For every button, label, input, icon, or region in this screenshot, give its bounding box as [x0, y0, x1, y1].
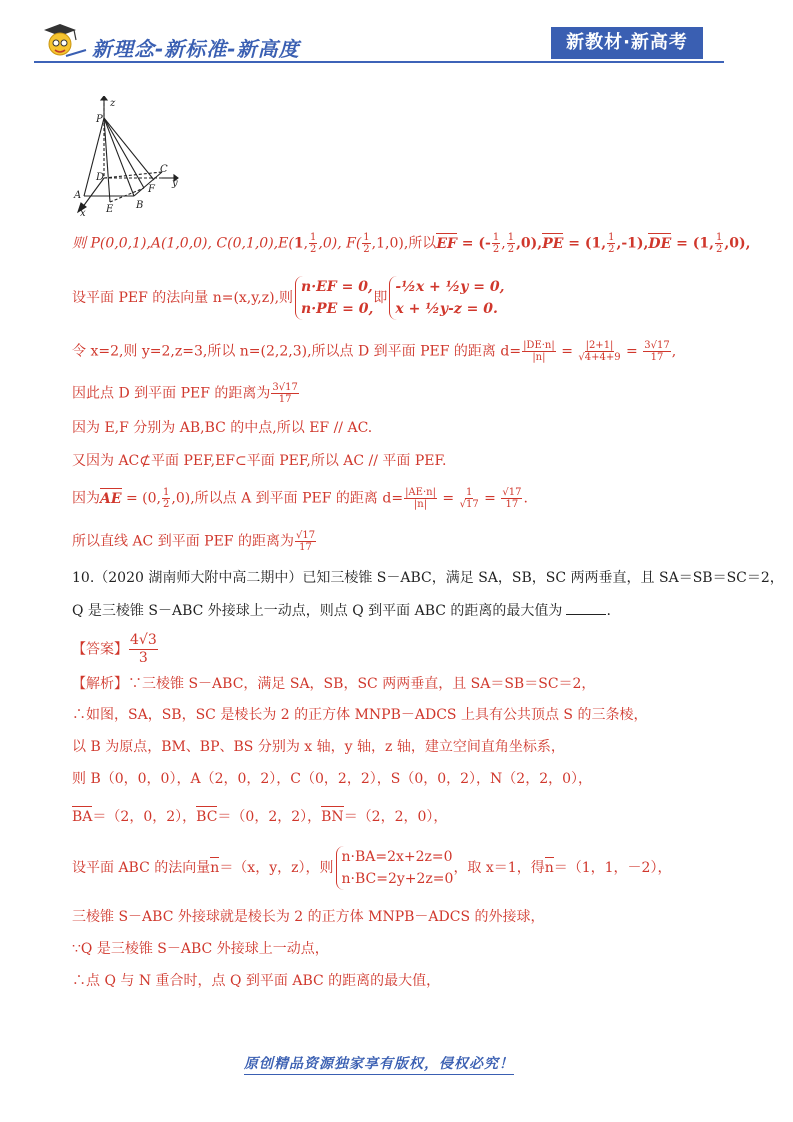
copyright-footer: 原创精品资源独家享有版权，侵权必究！ [244, 1053, 514, 1075]
solution-line-normal-vector: 设平面 PEF 的法向量 n=(x,y,z),则 n·EF = 0, n·PE = 0, 即 -½x + ½y = 0, x + ½y-z = 0. [72, 276, 504, 320]
analysis-line-7: 三棱锥 S－ABC 外接球就是棱长为 2 的正方体 MNPB－ADCS 的外接球， [72, 909, 545, 925]
pyramid-figure [68, 96, 188, 218]
figure-label-f: F [148, 184, 155, 195]
solution-line-distance-a: 因为AE = (0, $\frac{1}{2}$ ,0),所以点 A 到平面 PEF 的距离 d= $\frac{|AE\cdot n|}{|n|}$ = $\frac{1}{√17}$ = $\frac{√17}{17}$ . [72, 487, 528, 510]
problem10-answer: 【答案】 $\frac{4√3}{3}$ [72, 632, 157, 666]
figure-label-a: A [74, 190, 82, 201]
analysis-line-2: ∴如图，SA，SB，SC 是棱长为 2 的正方体 MNPB－ADCS 上具有公共顶点 S 的三条棱， [72, 707, 648, 723]
solution-line-coordinates: 则 P(0,0,1),A(1,0,0), C(0,1,0),E(1, $\frac{1}{2}$ ,0), F( $\frac{1}{2}$ ,1,0),所以EF = (- $\frac{1}{2}$ , $\frac{1}{2}$ ,0),PE = (1, $\frac{1}{2}$ ,-1),DE = (1, $\frac{1}{2}$ ,0), [72, 232, 751, 255]
analysis-line-3: 以 B 为原点，BM、BP、BS 分别为 x 轴，y 轴，z 轴，建立空间直角坐标系， [72, 739, 565, 755]
figure-label-x: x [80, 208, 86, 218]
figure-label-e: E [106, 204, 114, 215]
solution-line-conclusion: 所以直线 AC 到平面 PEF 的距离为 $\frac{√17}{17}$ [72, 530, 316, 553]
solution-line-midpoints: 因为 E,F 分别为 AB,BC 的中点,所以 EF // AC. [72, 420, 373, 436]
figure-label-b: B [136, 200, 144, 211]
analysis-line-8: ∵Q 是三棱锥 S－ABC 外接球上一动点， [72, 941, 329, 957]
figure-label-c: C [160, 164, 168, 175]
figure-label-y: y [172, 178, 178, 189]
figure-label-z: z [110, 98, 116, 109]
figure-label-p: P [96, 114, 103, 125]
brand-badge: 新教材·新高考 [551, 27, 703, 59]
mascot-logo-icon [36, 24, 88, 60]
analysis-line-normal: 设平面 ABC 的法向量n＝（x，y，z），则 n·BA=2x+2z=0 n·BC=2y+2z=0 ，取 x＝1，得n＝（1，1，－2）， [72, 846, 671, 890]
solution-line-distance-result: 因此点 D 到平面 PEF 的距离为 $\frac{3√17}{17}$ [72, 382, 298, 405]
problem10-question-line1: 10.（2020 湖南师大附中高二期中）已知三棱锥 S－ABC，满足 SA，SB，SC 两两垂直，且 SA＝SB＝SC＝2， [72, 570, 784, 586]
header-divider [34, 61, 724, 63]
brand-slogan: 新理念-新标准-新高度 [92, 37, 300, 61]
analysis-line-1: 【解析】∵三棱锥 S－ABC，满足 SA，SB，SC 两两垂直，且 SA＝SB＝SC＝2， [72, 676, 596, 692]
answer-blank [566, 614, 606, 615]
solution-line-parallel: 又因为 AC⊄平面 PEF,EF⊂平面 PEF,所以 AC // 平面 PEF. [72, 453, 447, 469]
solution-line-distance-d: 令 x=2,则 y=2,z=3,所以 n=(2,2,3),所以点 D 到平面 PEF 的距离 d= $\frac{|DE\cdot n|}{|n|}$ = $\frac{|2+1|}{√4+4+9}$ = $\frac{3√17}{17}$ , [72, 340, 677, 363]
analysis-line-4: 则 B（0，0，0），A（2，0，2），C（0，2，2），S（0，0，2），N（2，2，0）， [72, 771, 593, 787]
analysis-line-vectors: BA＝（2，0，2），BC＝（0，2，2），BN＝（2，2，0）， [72, 809, 448, 825]
analysis-line-9: ∴点 Q 与 N 重合时，点 Q 到平面 ABC 的距离的最大值， [72, 973, 441, 989]
problem10-question-line2: Q 是三棱锥 S－ABC 外接球上一动点，则点 Q 到平面 ABC 的距离的最大值为 . [72, 603, 611, 619]
figure-label-d: D [96, 172, 105, 183]
